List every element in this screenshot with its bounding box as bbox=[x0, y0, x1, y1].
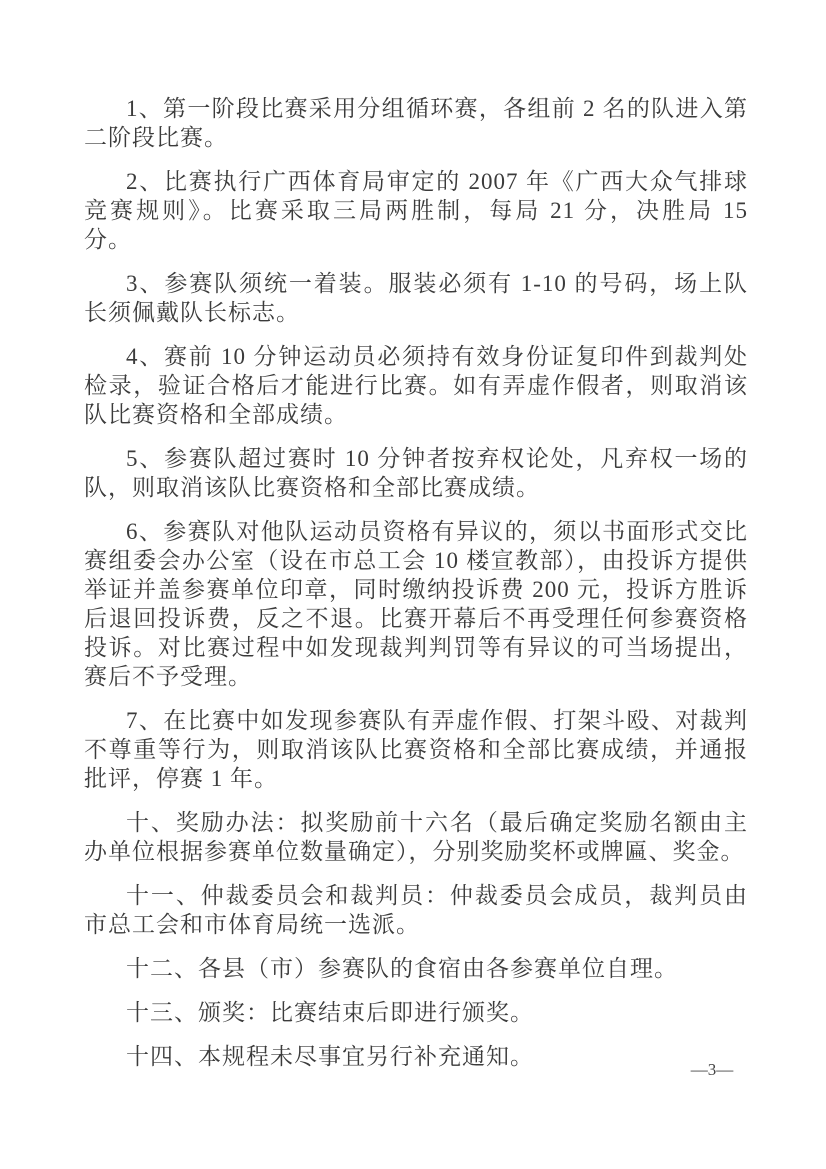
section-paragraph-13: 十三、颁奖：比赛结束后即进行颁奖。 bbox=[126, 1000, 534, 1025]
section-paragraph-14: 十四、本规程未尽事宜另行补充通知。 bbox=[126, 1044, 534, 1069]
rule-paragraph-1: 1、第一阶段比赛采用分组循环赛，各组前 2 名的队进入第二阶段比赛。 bbox=[84, 96, 748, 150]
document-body bbox=[84, 94, 748, 1086]
section-paragraph-12: 十二、各县（市）参赛队的食宿由各参赛单位自理。 bbox=[126, 956, 678, 981]
section-paragraph-11: 十一、仲裁委员会和裁判员：仲裁委员会成员，裁判员由市总工会和市体育局统一选派。 bbox=[84, 883, 748, 937]
rule-paragraph-5: 5、参赛队超过赛时 10 分钟者按弃权论处，凡弃权一场的队，则取消该队比赛资格和全部比赛成绩。 bbox=[84, 446, 748, 500]
rule-paragraph-4: 4、赛前 10 分钟运动员必须持有效身份证复印件到裁判处检录，验证合格后才能进行比赛。如有弄虚作假者，则取消该队比赛资格和全部成绩。 bbox=[84, 344, 748, 427]
rule-paragraph-2: 2、比赛执行广西体育局审定的 2007 年《广西大众气排球竞赛规则》。比赛采取三局两胜制，每局 21 分，决胜局 15 分。 bbox=[84, 169, 748, 252]
section-paragraph-10: 十、奖励办法：拟奖励前十六名（最后确定奖励名额由主办单位根据参赛单位数量确定），分别奖励奖杯或牌匾、奖金。 bbox=[84, 810, 748, 864]
page-number: —3— bbox=[690, 1060, 734, 1079]
rule-paragraph-6: 6、参赛队对他队运动员资格有异议的，须以书面形式交比赛组委会办公室（设在市总工会 10 楼宣教部），由投诉方提供举证并盖参赛单位印章，同时缴纳投诉费 200 元，投诉方胜诉后退回投诉费，反之不退。比赛开幕后不再受理任何参赛资格投诉。对比赛过程中如发现裁判判罚等有异议的可当场提出，赛后不予受理。 bbox=[84, 519, 748, 689]
rule-paragraph-3: 3、参赛队须统一着装。服装必须有 1-10 的号码，场上队长须佩戴队长标志。 bbox=[84, 271, 748, 325]
rule-paragraph-7: 7、在比赛中如发现参赛队有弄虚作假、打架斗殴、对裁判不尊重等行为，则取消该队比赛资格和全部比赛成绩，并通报批评，停赛 1 年。 bbox=[84, 708, 748, 791]
